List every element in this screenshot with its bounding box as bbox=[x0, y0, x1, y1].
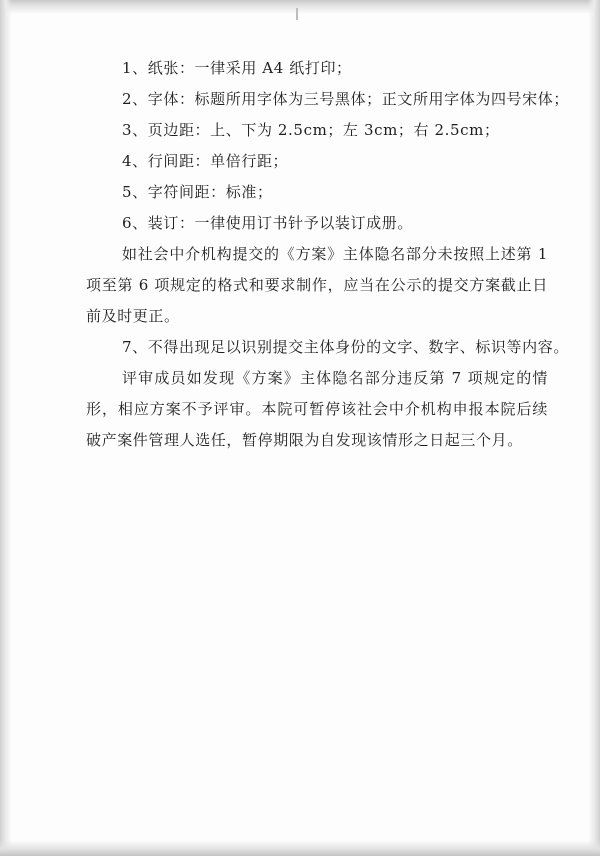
violation-paragraph: 评审成员如发现《方案》主体隐名部分违反第 7 项规定的情形，相应方案不予评审。本院可暂停该社会中介机构申报本院后续破产案件管理人选任，暂停期限为自发现该情形之日起三个月。 bbox=[86, 369, 548, 449]
scan-edge-right bbox=[588, 0, 600, 856]
format-item-line-spacing: 4、行间距：单倍行距； bbox=[122, 152, 289, 170]
scan-mark bbox=[296, 8, 298, 20]
format-item-margins: 3、页边距：上、下为 2.5cm；左 3cm；右 2.5cm； bbox=[122, 121, 500, 139]
rule-item-anonymity: 7、不得出现足以识别提交主体身份的文字、数字、标识等内容。 bbox=[122, 338, 569, 356]
scan-edge-left bbox=[0, 0, 12, 856]
scan-edge-top bbox=[0, 0, 600, 14]
correction-paragraph: 如社会中介机构提交的《方案》主体隐名部分未按照上述第 1 项至第 6 项规定的格式和要求制作，应当在公示的提交方案截止日前及时更正。 bbox=[86, 245, 548, 325]
format-item-paper: 1、纸张：一律采用 A4 纸打印； bbox=[122, 59, 352, 77]
format-item-font: 2、字体：标题所用字体为三号黑体；正文所用字体为四号宋体； bbox=[122, 90, 569, 108]
format-item-binding: 6、装订：一律使用订书针予以装订成册。 bbox=[122, 214, 413, 232]
document-body bbox=[86, 53, 569, 456]
format-item-char-spacing: 5、字符间距：标准； bbox=[122, 183, 273, 201]
scan-edge-bottom bbox=[0, 840, 600, 856]
